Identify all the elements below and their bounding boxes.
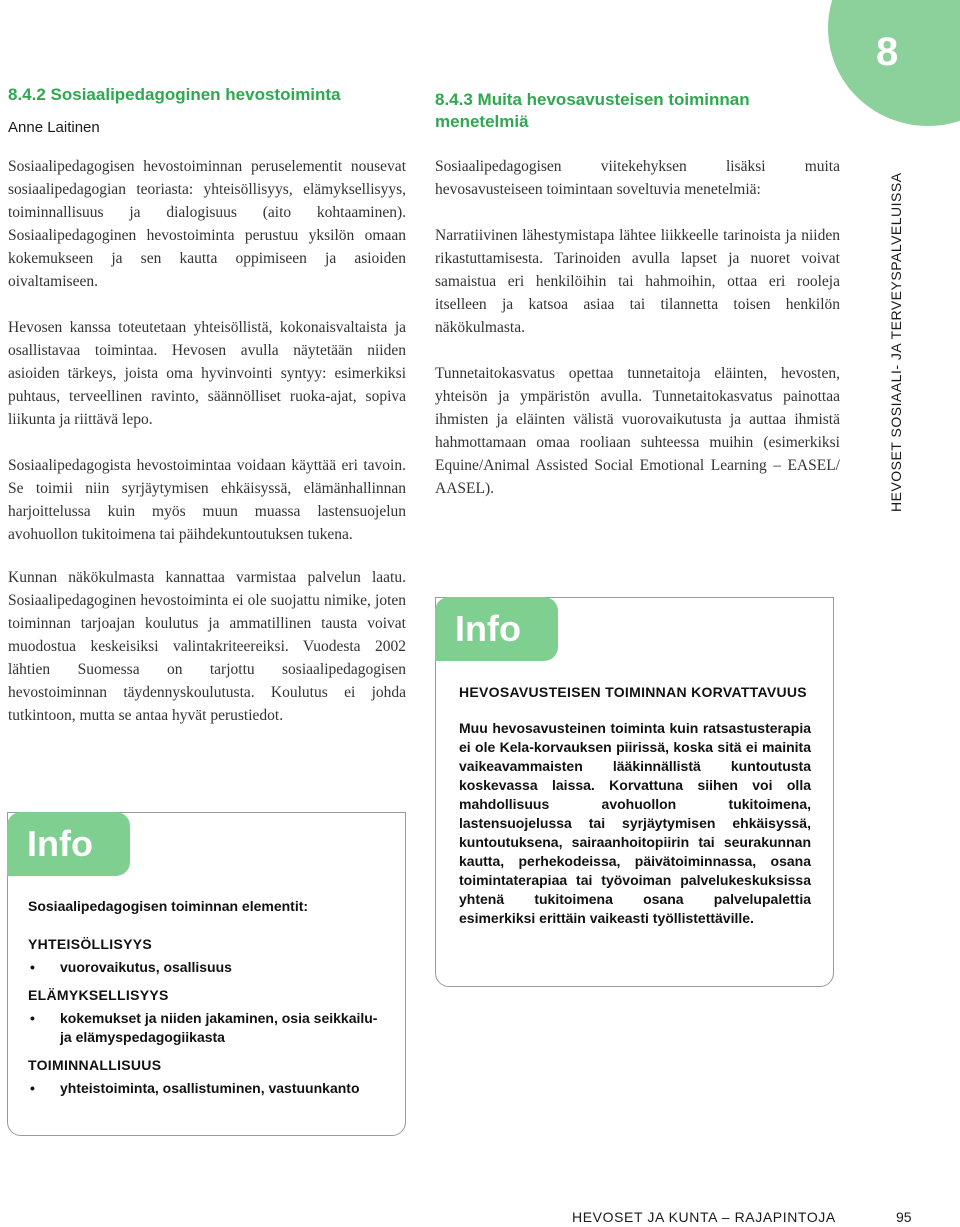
bullet-text: vuorovaikutus, osallisuus bbox=[60, 959, 232, 975]
paragraph: Kunnan näkökulmasta kannattaa varmistaa palvelun laatu. Sosiaalipedagoginen hevostoiminta ei ole suojattu nimike, joten toiminnan tarjoajan koulutus ja ammatillinen tausta voivat muodostua keskeisiksi valintakriteereiksi. Vuodesta 2002 lähtien Suomessa on tarjottu sosiaalipedagogisen hevostoiminnan täydennyskoulutusta. Koulutus ei johda tutkintoon, mutta se antaa hyvät perustiedot. bbox=[8, 569, 406, 724]
right-text bbox=[435, 155, 840, 500]
bullet-text: kokemukset ja niiden jakaminen, osia seikkailu- ja elämyspedagogiikasta bbox=[60, 1010, 378, 1045]
left-text-bottom bbox=[8, 566, 406, 727]
section-heading-842: 8.4.2 Sosiaalipedagoginen hevostoiminta bbox=[8, 85, 341, 104]
paragraph: Sosiaalipedagogisen hevostoiminnan peruselementit nousevat sosiaalipedagogian teoriasta: yhteisöllisyys, elämyksellisyys, toiminnallisuus ja dialogisuus (aito kohtaaminen). Sosiaalipedagoginen hevostoiminta perustuu yksilön omaan kokemukseen ja sen kautta oppimiseen ja asioiden oivaltamiseen. bbox=[8, 158, 406, 290]
bullet-text: yhteistoiminta, osallistuminen, vastuunkanto bbox=[60, 1080, 360, 1096]
bullet-icon: • bbox=[30, 959, 35, 975]
info-badge: Info bbox=[7, 812, 130, 876]
bullet-item bbox=[28, 1079, 388, 1098]
bullet-item bbox=[28, 958, 388, 977]
bullet-item bbox=[28, 1009, 388, 1047]
category-label: TOIMINNALLISUUS bbox=[28, 1057, 162, 1073]
paragraph: Sosiaalipedagogista hevostoimintaa voidaan käyttää eri tavoin. Se toimii niin syrjäytymisen ehkäisyssä, elämänhallinnan harjoittelussa kuin myös muun muassa lastensuojelun avohuollon tukitoimena tai päihdekuntoutuksen tukena. bbox=[8, 457, 406, 543]
info-box-body: Muu hevosavusteinen toiminta kuin ratsastusterapia ei ole Kela-korvauksen piirissä, koska sitä ei mainita vaikeavammaisten lääkinnällistä kuntoutusta koskevassa laissa. Korvattuna siihen voi olla mahdollisuus avohuollon tukitoimena, lastensuojelussa tai syrjäytymisen ehkäisyssä, kuntoutuksena, sairaanhoitopiirin tai seurakunnan kautta, perhekodeissa, päivätoiminnassa, osana toimintaterapiaa tai työvoiman palvelukeskuksissa yhtenä tukitoimena osana palvelupalettia esimerkiksi erittäin vaikeasti työllistettäville. bbox=[459, 720, 811, 926]
paragraph: Hevosen kanssa toteutetaan yhteisöllistä, kokonaisvaltaista ja osallistavaa toimintaa. Hevosen avulla näytetään niiden asioiden tärkeys, joista oma hyvinvointi syntyy: esimerkiksi puhtaus, terveellinen ravinto, säännölliset ruoka-ajat, sopiva liikunta ja riittävä lepo. bbox=[8, 319, 406, 428]
info-box-2-content bbox=[459, 683, 811, 928]
footer-title: HEVOSET JA KUNTA – RAJAPINTOJA bbox=[572, 1209, 836, 1225]
page-number: 95 bbox=[896, 1209, 912, 1225]
category-label: ELÄMYKSELLISYYS bbox=[28, 987, 169, 1003]
bullet-icon: • bbox=[30, 1080, 35, 1096]
bullet-icon: • bbox=[30, 1010, 35, 1026]
info-badge: Info bbox=[435, 597, 558, 661]
paragraph: Narratiivinen lähestymistapa lähtee liikkeelle tarinoista ja niiden rikastuttamisesta. Tarinoiden avulla lapset ja nuoret voivat samaistua eri henkilöihin tai hahmoihin, ottaa eri rooleja itselleen ja katsoa asiaa tai tilannetta toisen henkilön näkökulmasta. bbox=[435, 227, 840, 336]
author-name: Anne Laitinen bbox=[8, 119, 100, 136]
section-heading-843: 8.4.3 Muita hevosavusteisen toiminnan menetelmiä bbox=[435, 90, 750, 131]
info-box-title: HEVOSAVUSTEISEN TOIMINNAN KORVATTAVUUS bbox=[459, 684, 807, 700]
info-box-title: Sosiaalipedagogisen toiminnan elementit: bbox=[28, 898, 309, 914]
paragraph: Sosiaalipedagogisen viitekehyksen lisäksi muita hevosavusteiseen toimintaan soveltuvia menetelmiä: bbox=[435, 158, 840, 198]
info-box-1-content bbox=[28, 898, 388, 1108]
category-label: YHTEISÖLLISYYS bbox=[28, 936, 152, 952]
left-text-top bbox=[8, 155, 406, 546]
side-label: HEVOSET SOSIAALI- JA TERVEYSPALVELUISSA bbox=[888, 172, 904, 512]
paragraph: Tunnetaitokasvatus opettaa tunnetaitoja eläinten, hevosten, yhteisön ja ympäristön avulla. Tunnetaitokasvatus painottaa ihmisten ja eläinten välistä vuorovaikutusta ja auttaa ihmistä hahmottamaan omaa rooliaan suhteessa muihin (esimerkiksi Equine/Animal Assisted Social Emotional Learning – EASEL/ AASEL). bbox=[435, 365, 840, 497]
chapter-number: 8 bbox=[876, 30, 899, 74]
